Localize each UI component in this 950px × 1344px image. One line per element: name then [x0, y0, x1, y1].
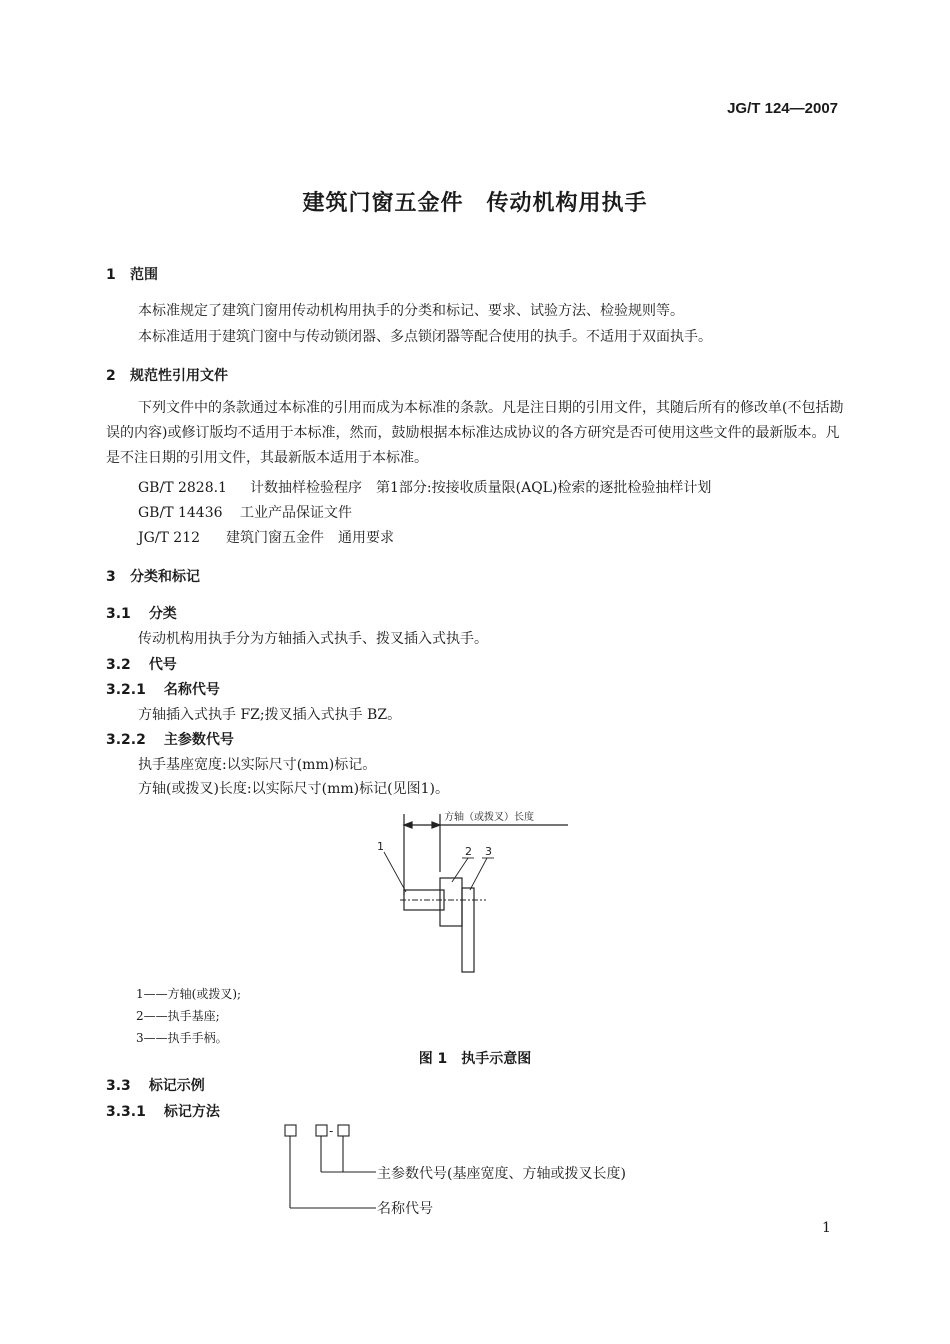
section-3-3-1-heading: [106, 1101, 220, 1121]
reference-title: 计数抽样检验程序 第1部分:按接收质量限(AQL)检索的逐批检验抽样计划: [250, 480, 712, 496]
section-number: 3.2.2: [106, 732, 146, 748]
section-number: 2: [106, 368, 116, 384]
handle-part: [462, 888, 474, 972]
section-title: 代号: [148, 657, 177, 673]
reference-item: [138, 502, 352, 522]
callout-1: 1: [377, 840, 384, 853]
section-3-2-2-text-2: 方轴(或拨叉)长度:以实际尺寸(mm)标记(见图1)。: [138, 781, 449, 797]
figure-legend-item: 1——方轴(或拨叉);: [136, 987, 242, 1001]
section-title: 主参数代号: [163, 732, 234, 748]
base-part: [440, 878, 462, 926]
section-number: 3.2: [106, 657, 131, 673]
marking-diagram: [280, 1120, 380, 1220]
reference-code: GB/T 14436: [138, 505, 223, 521]
section-number: 3.3: [106, 1078, 131, 1094]
section-title: 分类和标记: [130, 569, 200, 585]
section-title: 范围: [130, 267, 158, 283]
section-3-2-heading: [106, 654, 177, 674]
section-1-paragraph-1: 本标准规定了建筑门窗用传动机构用执手的分类和标记、要求、试验方法、检验规则等。: [138, 303, 684, 319]
section-number: 1: [106, 267, 116, 283]
section-3-2-2-text-1: 执手基座宽度:以实际尺寸(mm)标记。: [138, 757, 377, 773]
section-title: 规范性引用文件: [130, 368, 228, 384]
section-number: 3: [106, 569, 116, 585]
section-3-heading: [106, 566, 200, 586]
section-3-1-heading: [106, 603, 177, 623]
callout-3: 3: [485, 845, 492, 858]
reference-title: 建筑门窗五金件 通用要求: [226, 530, 394, 546]
page-number: 1: [822, 1220, 831, 1236]
name-code-box: [285, 1125, 296, 1136]
section-2-paragraph: 下列文件中的条款通过本标准的引用而成为本标准的条款。凡是注日期的引用文件，其随后所有的修改单(不包括勘误的内容)或修订版均不适用于本标准，然而，鼓励根据本标准达成协议的各方研究是否可使用这些文件的最新版本。凡是不注日期的引用文件，其最新版本适用于本标准。: [106, 400, 844, 466]
section-number: 3.3.1: [106, 1104, 146, 1120]
reference-item: [138, 477, 711, 497]
figure-1-drawing: [360, 800, 590, 985]
section-3-2-1-text: 方轴插入式执手 FZ;拨叉插入式执手 BZ。: [138, 707, 402, 723]
section-number: 3.2.1: [106, 682, 146, 698]
section-1-heading: [106, 264, 158, 284]
dimension-label: 方轴（或拨叉）长度: [444, 812, 534, 823]
reference-code: GB/T 2828.1: [138, 480, 227, 496]
callout-2: 2: [465, 845, 472, 858]
dimension-arrow: [404, 822, 412, 828]
section-title: 标记示例: [148, 1078, 205, 1094]
dimension-arrow: [432, 822, 440, 828]
section-1-paragraph-2: 本标准适用于建筑门窗中与传动锁闭器、多点锁闭器等配合使用的执手。不适用于双面执手。: [138, 329, 712, 345]
section-title: 标记方法: [163, 1104, 220, 1120]
section-3-1-text: 传动机构用执手分为方轴插入式执手、拨叉插入式执手。: [138, 631, 488, 647]
figure-legend-item: 3——执手手柄。: [136, 1031, 228, 1045]
marking-name-label: 名称代号: [377, 1201, 433, 1217]
section-number: 3.1: [106, 606, 131, 622]
reference-title: 工业产品保证文件: [240, 505, 352, 521]
reference-item: [138, 527, 394, 547]
callout-leader: [470, 858, 487, 890]
section-3-2-2-heading: [106, 729, 234, 749]
section-title: 名称代号: [163, 682, 220, 698]
standard-number: JG/T 124—2007: [727, 100, 838, 117]
param-code-box-2: [338, 1125, 349, 1136]
page-title: 建筑门窗五金件 传动机构用执手: [302, 191, 648, 216]
section-2-heading: [106, 365, 228, 385]
marking-params-label: 主参数代号(基座宽度、方轴或拨叉长度): [377, 1166, 626, 1182]
section-3-3-heading: [106, 1075, 205, 1095]
marking-dash: -: [329, 1124, 334, 1138]
callout-leader: [384, 852, 406, 892]
param-code-box-1: [316, 1125, 327, 1136]
section-title: 分类: [148, 606, 177, 622]
figure-legend-item: 2——执手基座;: [136, 1009, 220, 1023]
section-3-2-1-heading: [106, 679, 220, 699]
figure-title: 图 1 执手示意图: [418, 1051, 532, 1067]
reference-code: JG/T 212: [138, 530, 201, 546]
